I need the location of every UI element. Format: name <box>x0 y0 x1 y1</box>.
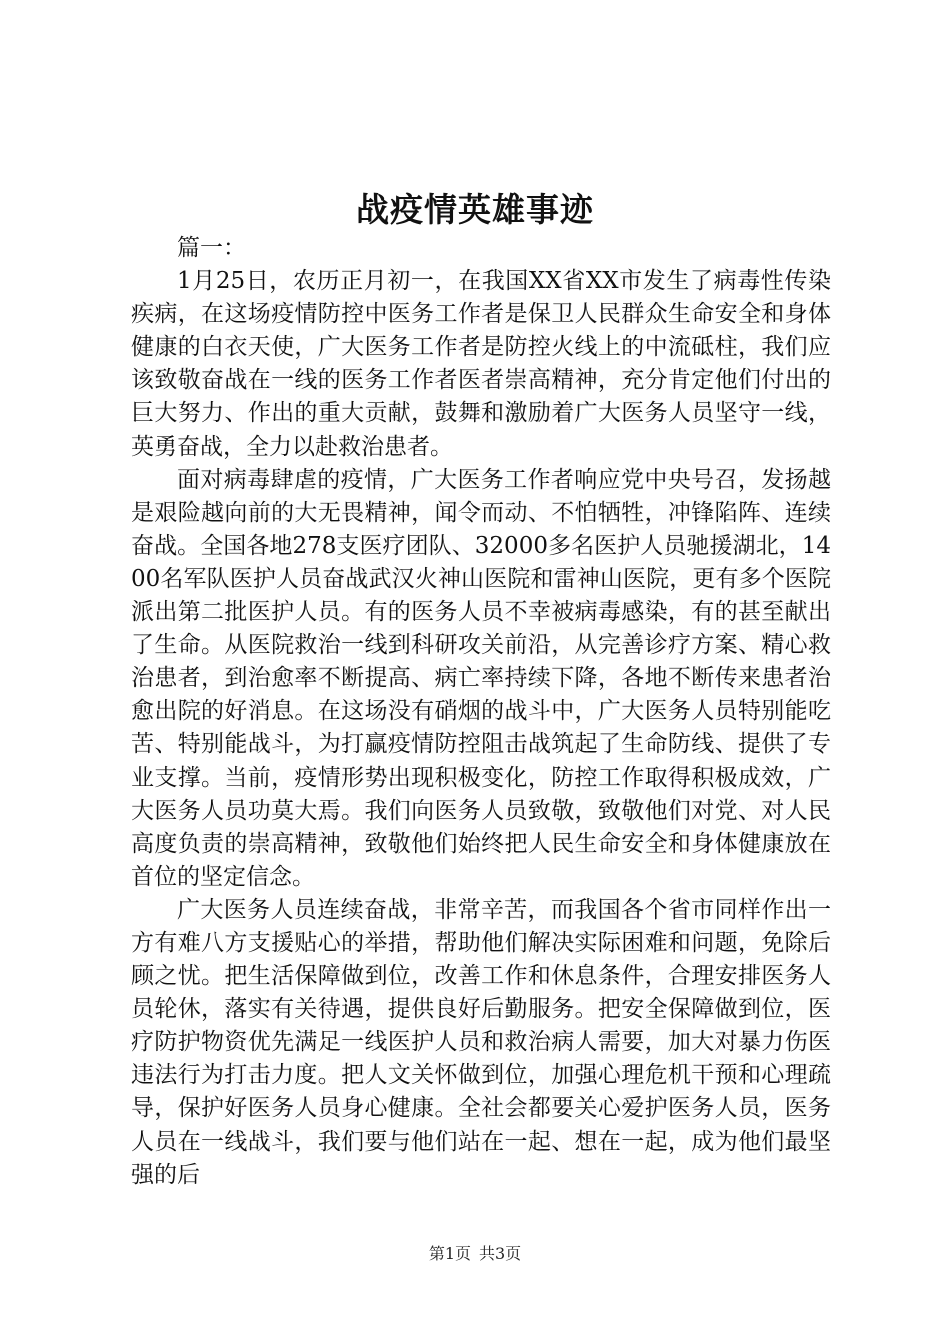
paragraph-1: 1月25日，农历正月初一，在我国XX省XX市发生了病毒性传染疾病，在这场疫情防控中医务工作者是保卫人民群众生命安全和身体健康的白衣天使，广大医务工作者是防控火线上的中流砥柱，我们应该致敬奋战在一线的医务工作者医者崇高精神，充分肯定他们付出的巨大努力、作出的重大贡献，鼓舞和激励着广大医务人员坚守一线，英勇奋战，全力以赴救治患者。 <box>131 268 831 460</box>
paragraph-3: 广大医务人员连续奋战，非常辛苦，而我国各个省市同样作出一方有难八方支援贴心的举措，帮助他们解决实际困难和问题，免除后顾之忧。把生活保障做到位，改善工作和休息条件，合理安排医务人员轮休，落实有关待遇，提供良好后勤服务。把安全保障做到位，医疗防护物资优先满足一线医护人员和救治病人需要，加大对暴力伤医违法行为打击力度。把人文关怀做到位，加强心理危机干预和心理疏导，保护好医务人员身心健康。全社会都要关心爱护医务人员，医务人员在一线战斗，我们要与他们站在一起、想在一起，成为他们最坚强的后 <box>131 896 831 1188</box>
page-number-current: 第1页 <box>428 1244 471 1263</box>
page-footer <box>0 1242 950 1266</box>
document-title: 战疫情英雄事迹 <box>356 190 594 229</box>
paragraph-2: 面对病毒肆虐的疫情，广大医务工作者响应党中央号召，发扬越是艰险越向前的大无畏精神，闻令而动、不怕牺牲，冲锋陷阵、连续奋战。全国各地278支医疗团队、32000多名医护人员驰援湖北，1400名军队医护人员奋战武汉火神山医院和雷神山医院，更有多个医院派出第二批医护人员。有的医务人员不幸被病毒感染，有的甚至献出了生命。从医院救治一线到科研攻关前沿，从完善诊疗方案、精心救治患者，到治愈率不断提高、病亡率持续下降，各地不断传来患者治愈出院的好消息。在这场没有硝烟的战斗中，广大医务人员特别能吃苦、特别能战斗，为打赢疫情防控阻击战筑起了生命防线、提供了专业支撑。当前，疫情形势出现积极变化，防控工作取得积极成效，广大医务人员功莫大焉。我们向医务人员致敬，致敬他们对党、对人民高度负责的崇高精神，致敬他们始终把人民生命安全和身体健康放在首位的坚定信念。 <box>131 466 831 890</box>
document-body <box>131 232 831 1192</box>
page-number-total: 共3页 <box>479 1244 522 1263</box>
section-label: 篇一： <box>177 235 246 261</box>
